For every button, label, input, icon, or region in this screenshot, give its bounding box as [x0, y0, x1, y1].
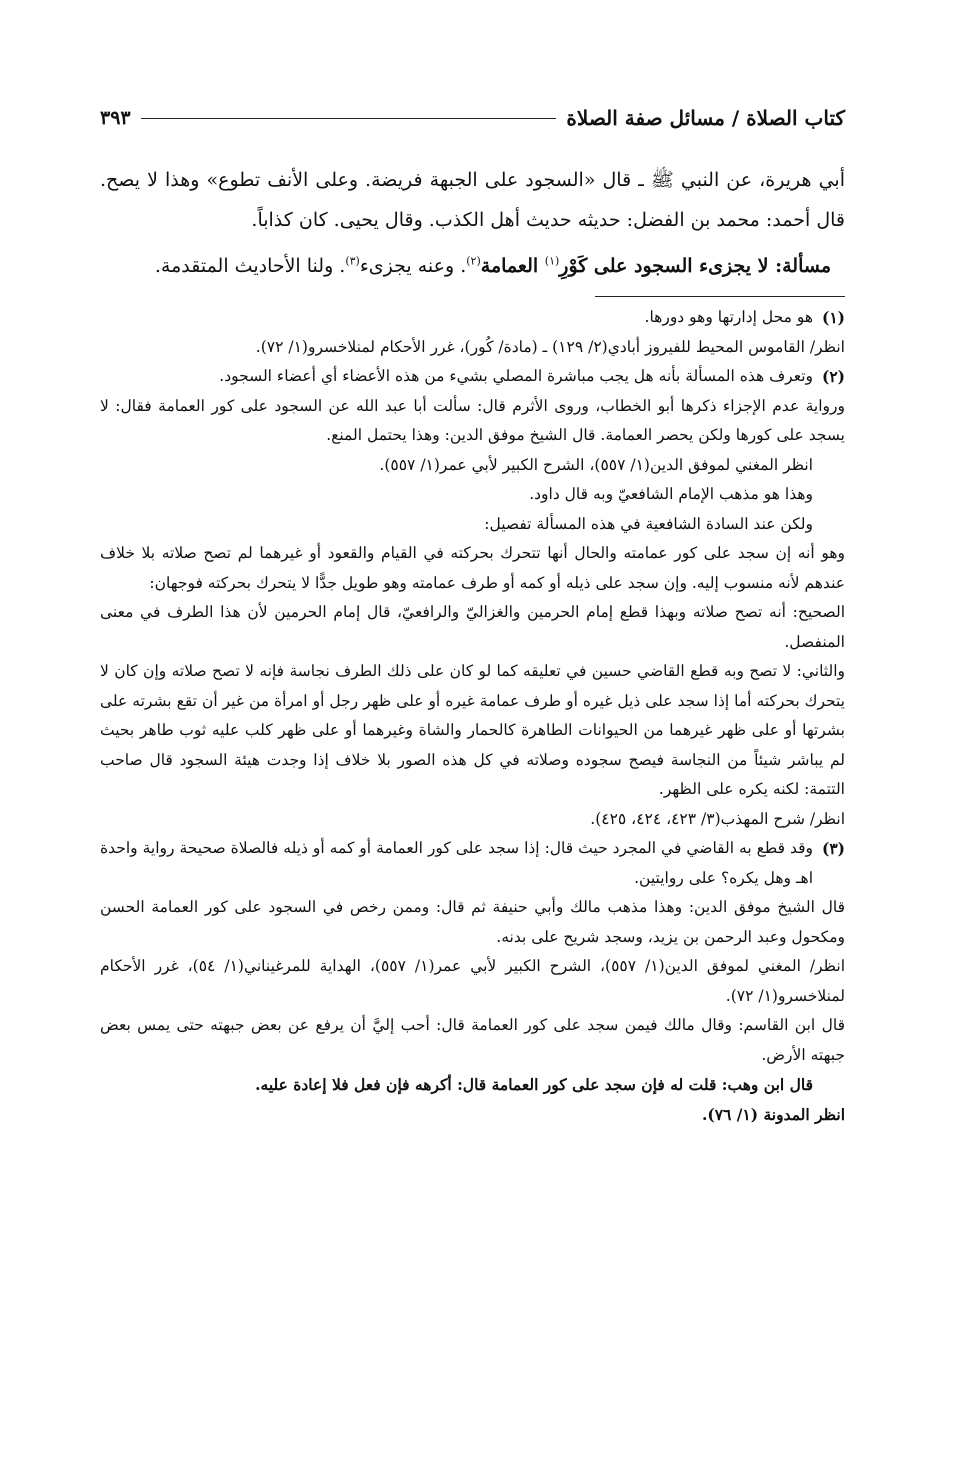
footnote-2	[100, 362, 845, 392]
footnotes	[100, 303, 845, 1129]
footnote-2-line-4: وهذا هو مذهب الإمام الشافعيّ وبه قال داود.	[529, 485, 813, 503]
masala-tail: . ولنا الأحاديث المتقدمة.	[154, 255, 346, 277]
main-text	[100, 160, 845, 286]
footnote-marker-1[interactable]: (١)	[544, 254, 560, 268]
footnote-2-line-3: انظر المغني لموفق الدين(١/ ٥٥٧)، الشرح الكبير لأبي عمر(١/ ٥٥٧).	[379, 455, 813, 474]
footnote-2-line-9: انظر/ شرح المهذب(٣/ ٤٢٣، ٤٢٤، ٤٢٥).	[590, 809, 845, 828]
footnote-2-line-5: ولكن عند السادة الشافعية في هذه المسألة تفصيل:	[484, 514, 813, 533]
footnote-separator	[595, 296, 845, 297]
footnote-2-line-7: الصحيح: أنه تصح صلاته وبهذا قطع إمام الحرمين والغزاليّ والرافعيّ، قال إمام الحرمين لأن هذا الطرف في معنى المنفصل.	[100, 603, 845, 651]
footnote-marker-3[interactable]: (٣)	[345, 254, 360, 268]
masala-lead: مسألة: لا يجزىء السجود على كَوْرِ	[559, 255, 831, 277]
footnote-2-line-2: ورواية عدم الإجزاء ذكرها أبو الخطاب، وروى الأثرم قال: سألت أبا عبد الله عن السجود على كور العمامة فقال: لا يسجد على كورها ولكن يحصر العمامة. قال الشيخ موفق الدين: وهذا يحتمل المنع.	[100, 396, 845, 444]
running-header	[100, 98, 845, 138]
footnote-3-number: (٣)	[821, 839, 845, 858]
footnote-2-line-1: وتعرف هذه المسألة بأنه هل يجب مباشرة المصلي بشيء من هذه الأعضاء أي أعضاء السجود.	[219, 367, 813, 385]
masala-amama: العمامة	[480, 255, 545, 277]
masala-mid: . وعنه يجزىء	[359, 255, 467, 277]
footnote-2-line-6: وهو أنه إن سجد على كور عمامته والحال أنها تتحرك بحركته في القيام والقعود أو غيرهما لم تصح صلاته بلا خلاف عندهم لأنه منسوب إليه. وإن سجد على ذيله أو كمه أو طرف عمامته وهو طويل جدًّا لا يتحرك بحركته فوجهان:	[100, 544, 845, 592]
page-number: ٣٩٣	[100, 107, 131, 129]
footnote-2-line-8: والثاني: لا تصح وبه قطع القاضي حسين في تعليقه كما لو كان على ذلك الطرف نجاسة فإنه لا تصح صلاته وإن كان لا يتحرك بحركته أما إذا سجد على ذيل غيره أو طرف عمامة غيره أو على ظهر رجل أو امرأة من غير أن تقع بشرته على بشرتها أو على ظهر غيرهما من الحيوانات الطاهرة كالحمار والشاة وغيرهما أو على ظهر كلب عليه ثوب طاهر بحيث لم يباشر شيئاً من النجاسة فيصح سجوده وصلاته في كل هذه الصور بلا خلاف إذا وجدت هيئة السجود قال صاحب التتمة: لكنه يكره على الظهر.	[100, 662, 845, 798]
footnote-marker-2[interactable]: (٢)	[466, 254, 481, 268]
footnote-3-line-3: انظر/ المغني لموفق الدين(١/ ٥٥٧)، الشرح الكبير لأبي عمر(١/ ٥٥٧)، الهداية للمرغيناني(١/ ٥٤)، غرر الأحكام لمنلاخسرو(١/ ٧٢).	[100, 957, 846, 1005]
header-rule	[141, 118, 557, 119]
footnote-1-line-1: هو محل إدارتها وهو دورها.	[644, 308, 813, 326]
book-page	[100, 98, 845, 1129]
footnote-3-line-5: قال ابن وهب: قلت له فإن سجد على كور العمامة قال: أكرهه فإن فعل فلا إعادة عليه.	[255, 1075, 813, 1094]
footnote-1	[100, 303, 845, 333]
footnote-2-number: (٢)	[821, 367, 845, 386]
footnote-1-line-2: انظر/ القاموس المحيط للفيروز أبادي(٢/ ١٢٩) ـ (مادة/ كُور)، غرر الأحكام لمنلاخسرو(١/ ٧٢).	[255, 337, 845, 356]
footnote-3-line-6: انظر المدونة (١/ ٧٦).	[701, 1104, 845, 1124]
footnote-3-line-1: وقد قطع به القاضي في المجرد حيث قال: إذا سجد على كور العمامة أو كمه أو ذيله فالصلاة صحيحة رواية واحدة اهـ وهل يكره؟ على روايتين.	[100, 839, 813, 887]
footnote-3-line-4: قال ابن القاسم: وقال مالك فيمن سجد على كور العمامة قال: أحب إليَّ أن يرفع عن بعض جبهته حتى يمس بعض جبهته الأرض.	[100, 1016, 845, 1064]
footnote-1-number: (١)	[821, 308, 845, 327]
footnote-3	[100, 834, 845, 893]
main-paragraph-2	[100, 246, 845, 286]
footnote-3-line-2: قال الشيخ موفق الدين: وهذا مذهب مالك وأبي حنيفة ثم قال: وممن رخص في السجود على كور العمامة الحسن ومكحول وعبد الرحمن بن يزيد، وسجد شريح على بدنه.	[100, 898, 845, 946]
main-paragraph-1: أبي هريرة، عن النبي ﷺ ـ قال «السجود على الجبهة فريضة. وعلى الأنف تطوع» وهذا لا يصح. قال أحمد: محمد بن الفضل: حديثه حديث أهل الكذب. وقال يحيى. كان كذاباً.	[100, 169, 845, 231]
header-title: كتاب الصلاة / مسائل صفة الصلاة	[566, 106, 845, 130]
